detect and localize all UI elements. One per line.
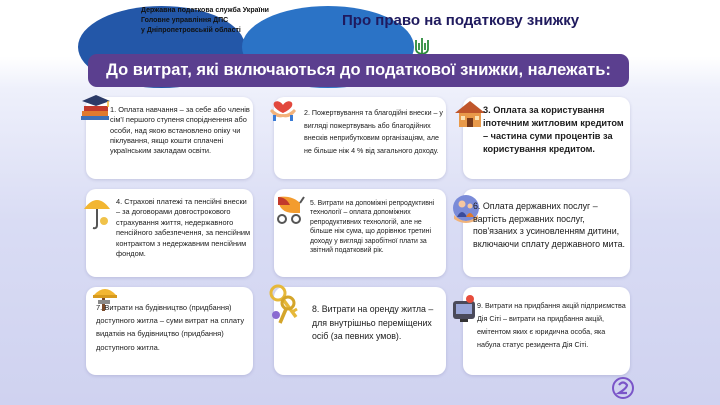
baby-stroller-icon — [272, 191, 306, 230]
org-line: Головне управління ДПС — [141, 17, 229, 24]
card-text: 3. Оплата за користування іпотечним житловим кредитом – частина суми процентів за користування кредитом. — [483, 105, 624, 154]
diia-city-icon — [451, 293, 477, 328]
graduation-cap-books-icon — [78, 93, 114, 126]
card-text: 9. Витрати на придбання акцій підприємства Дія Сіті – витрати на придбання акцій, емітентом яких є юридична особа, яка набула статус резидента Дія Сіті. — [477, 301, 626, 349]
card-text: 6. Оплата державних послуг – вартість державних послуг, пов'язаних з усиновленням дитини, включаючи сплату державного мита. — [473, 201, 625, 249]
heart-in-hands-icon — [268, 93, 298, 126]
house-icon — [453, 99, 487, 134]
card-text: 7. Витрати на будівництво (придбання) доступного житла – суми витрат на сплату видатків на будівництво (придбання) доступного житла. — [96, 303, 245, 352]
card-text: 5. Витрати на допоміжні репродуктивні технології – оплата допоміжних репродуктивних технологій, але не більше ніж сума, що дорівнює третині доходу у вигляді заробітної плати за звітний податковий рік. — [310, 200, 435, 255]
deduction-card-state-services — [463, 189, 630, 277]
deduction-card-reproductive — [274, 189, 446, 277]
deduction-card-education — [86, 97, 253, 179]
organization-name — [141, 6, 269, 36]
deduction-card-donations — [274, 97, 446, 179]
deduction-card-rent — [274, 287, 446, 375]
brand-logo-icon — [612, 377, 634, 399]
org-line: Державна податкова служба України — [141, 7, 269, 14]
card-text: 8. Витрати на оренду житла – для внутрішньо переміщених осіб (за певних умов). — [312, 304, 434, 342]
deduction-card-diia-city — [463, 287, 630, 375]
card-text: 2. Пожертвування та благодійні внески – у вигляді пожертвувань або благодійних внесків неприбутковим організаціям, але не більше ніж 4 % від загального доходу. — [304, 109, 443, 155]
card-text: 1. Оплата навчання – за себе або членів сім'ї першого ступеня спорідненння або особи, над якою встановлено опіку чи піклування, якщо кошти сплачені українським закладам освіти. — [110, 105, 250, 156]
deduction-card-mortgage — [463, 97, 630, 179]
section-banner: До витрат, які включаються до податкової знижки, належать: — [88, 54, 629, 87]
deduction-card-affordable-housing — [86, 287, 253, 375]
page-title: Про право на податкову знижку — [342, 12, 580, 29]
keys-icon — [266, 283, 304, 332]
card-text: 4. Страхові платежі та пенсійні внески – за договорами довгострокового страхування життя, недержавного пенсійного забезпечення, за пенсійним контрактом з недержавним пенсійним фондом. — [116, 197, 251, 259]
org-line: у Дніпропетровській області — [141, 27, 241, 34]
deduction-card-insurance — [86, 189, 253, 277]
